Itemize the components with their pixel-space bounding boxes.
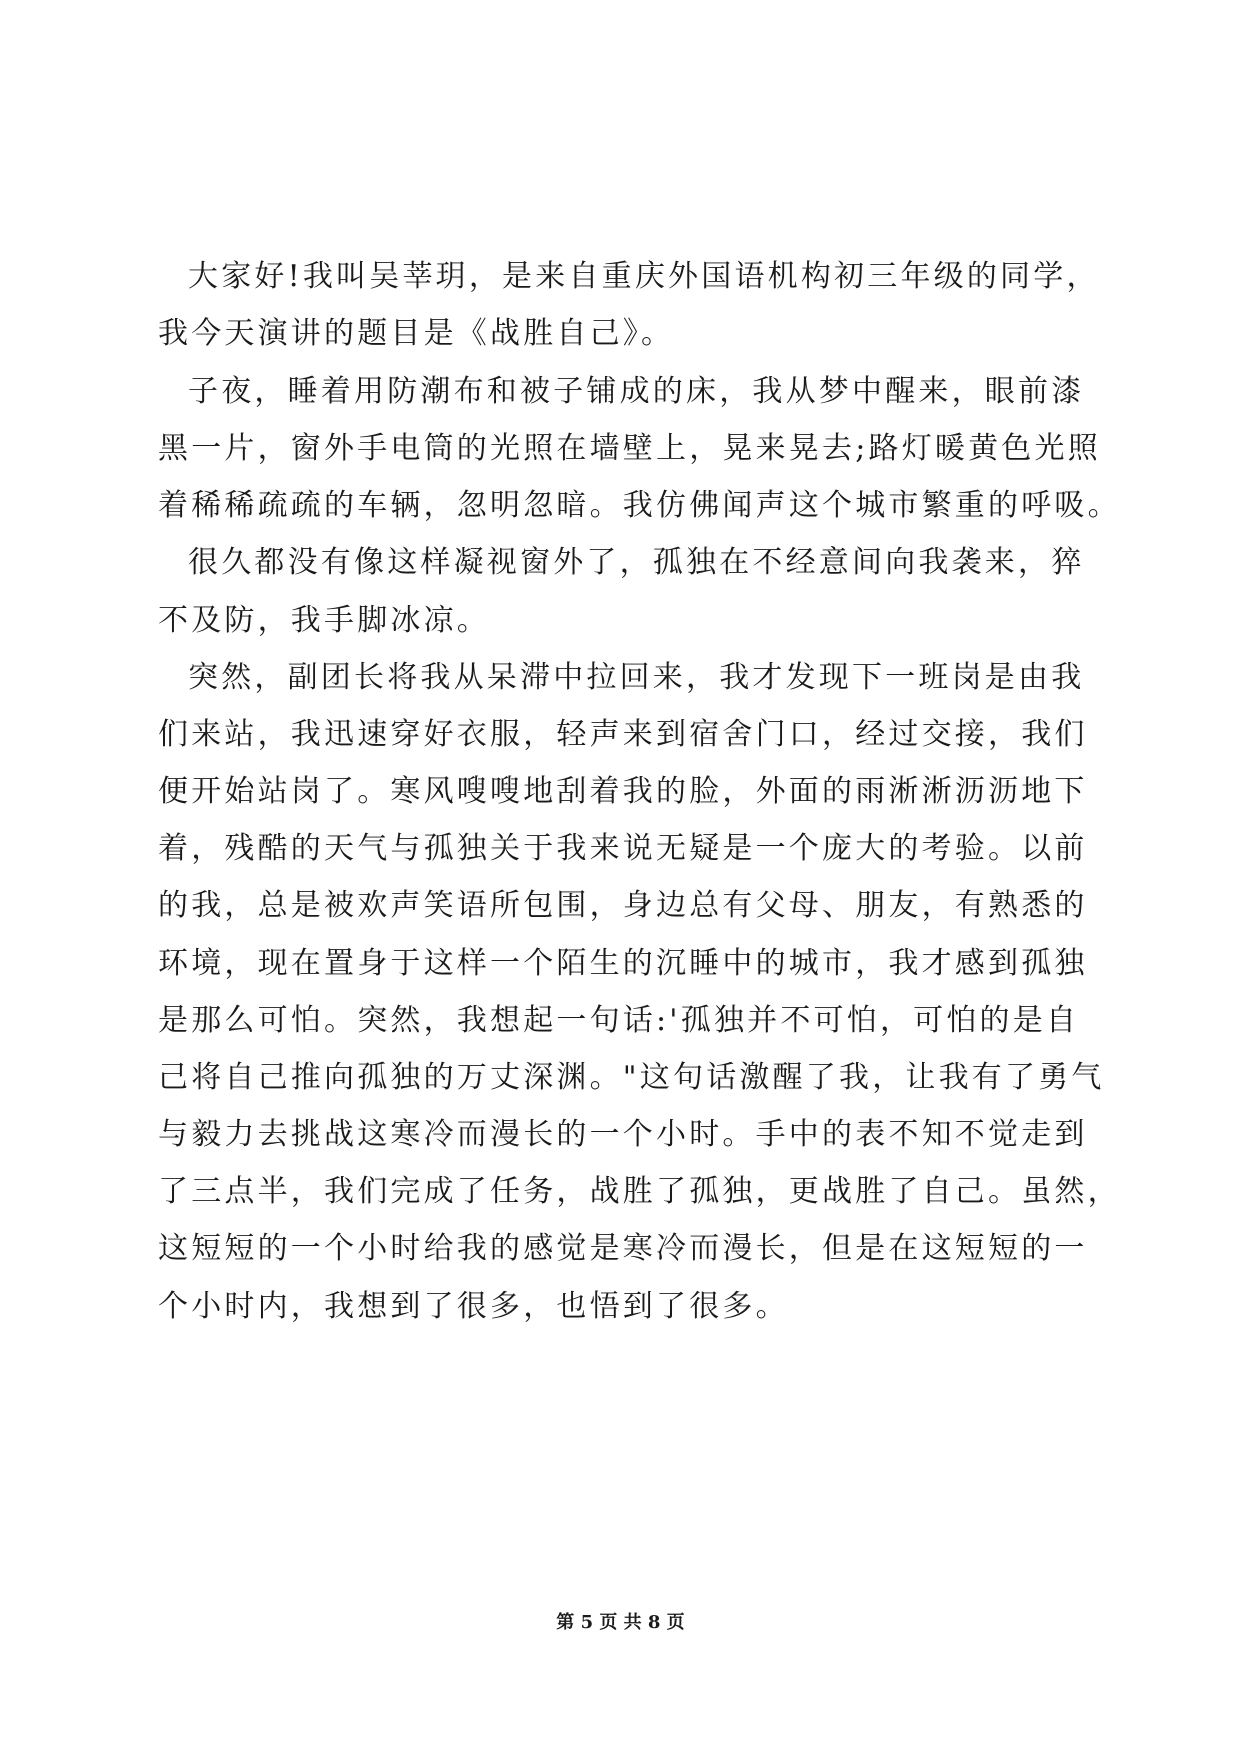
text-line: 我今天演讲的题目是《战胜自己》。	[158, 316, 675, 351]
text-line: 着，残酷的天气与孤独关于我来说无疑是一个庞大的考验。以前	[158, 831, 1088, 866]
text-line: 不及防，我手脚冰凉。	[158, 603, 490, 638]
text-line: 着稀稀疏疏的车辆，忽明忽暗。我仿佛闻声这个城市繁重的呼吸。	[158, 488, 1121, 523]
text-line: 子夜，睡着用防潮布和被子铺成的床，我从梦中醒来，眼前漆	[188, 374, 1085, 409]
text-line: 便开始站岗了。寒风嗖嗖地刮着我的脸，外面的雨淅淅沥沥地下	[158, 774, 1088, 809]
text-line: 了三点半，我们完成了任务，战胜了孤独，更战胜了自己。虽然，	[158, 1174, 1121, 1209]
text-line: 个小时内，我想到了很多，也悟到了很多。	[158, 1289, 789, 1324]
page-number-footer: 第 5 页 共 8 页	[556, 1612, 685, 1633]
text-line: 己将自己推向孤独的万丈深渊。"这句话激醒了我，让我有了勇气	[158, 1060, 1105, 1095]
text-line: 们来站，我迅速穿好衣服，轻声来到宿舍门口，经过交接，我们	[158, 717, 1088, 752]
text-line: 环境，现在置身于这样一个陌生的沉睡中的城市，我才感到孤独	[158, 946, 1088, 981]
text-line: 的我，总是被欢声笑语所包围，身边总有父母、朋友，有熟悉的	[158, 888, 1088, 923]
text-line: 是那么可怕。突然，我想起一句话:'孤独并不可怕，可怕的是自	[158, 1003, 1080, 1038]
text-line: 很久都没有像这样凝视窗外了，孤独在不经意间向我袭来，猝	[188, 545, 1085, 580]
text-line: 这短短的一个小时给我的感觉是寒冷而漫长，但是在这短短的一	[158, 1231, 1088, 1266]
text-line: 与毅力去挑战这寒冷而漫长的一个小时。手中的表不知不觉走到	[158, 1117, 1088, 1152]
text-line: 大家好!我叫吴莘玥，是来自重庆外国语机构初三年级的同学，	[188, 259, 1100, 294]
text-line: 突然，副团长将我从呆滞中拉回来，我才发现下一班岗是由我	[188, 660, 1085, 695]
text-line: 黑一片，窗外手电筒的光照在墙壁上，晃来晃去;路灯暖黄色光照	[158, 431, 1101, 466]
